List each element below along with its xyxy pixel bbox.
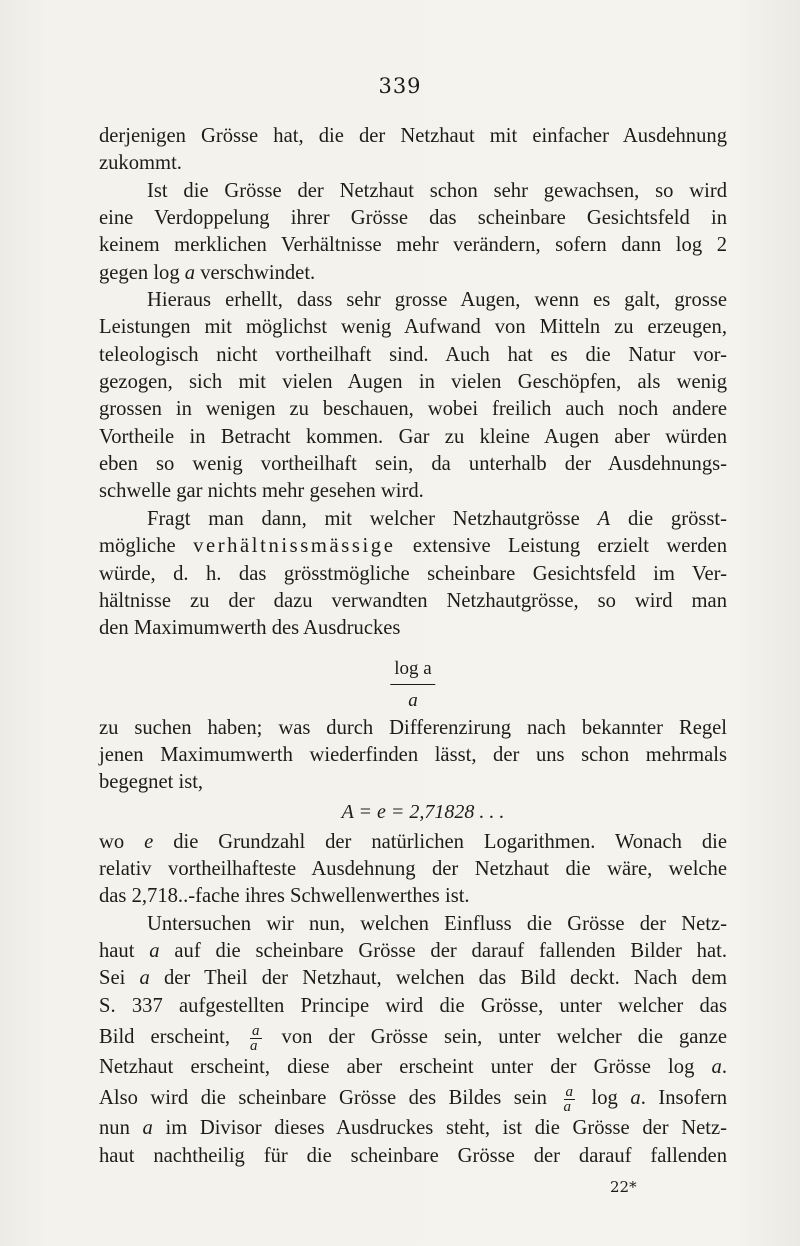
fraction — [390, 655, 435, 715]
text-line — [99, 1020, 727, 1054]
text-fragment: wo — [99, 830, 125, 853]
text-line: Untersuchen wir nun, welchen Einfluss die Grösse der Netz- — [147, 912, 727, 935]
fraction-formula — [99, 647, 727, 715]
math-var-a: a — [630, 1087, 641, 1110]
text-line: zukommt. — [99, 152, 182, 175]
math-var-a: a — [139, 967, 150, 990]
fraction-denominator: a — [408, 689, 418, 711]
text-line: jenen Maximumwerth wiederfinden lässt, der uns schon mehrmals — [99, 743, 727, 766]
body-text — [99, 123, 727, 1170]
text-fragment: von der Grösse sein, unter welcher die ganze — [281, 1025, 727, 1048]
text-fragment: extensive Leistung erzielt werden — [412, 535, 727, 558]
fraction-denominator: a — [250, 1037, 258, 1054]
math-var-A: A — [597, 507, 611, 530]
text-line: das 2,718..-fache ihres Schwellenwerthes ist. — [99, 885, 470, 908]
text-line: zu suchen haben; was durch Differenzirung nach bekannter Regel — [99, 716, 727, 739]
text-line: Vortheile in Betracht kommen. Gar zu kleine Augen aber würden — [99, 425, 727, 448]
text-line — [99, 829, 727, 856]
punctuation: . — [640, 1087, 646, 1110]
math-var-a: a — [711, 1055, 722, 1078]
equation: A = e = 2,71828 . . . — [341, 800, 505, 823]
text-fragment: nun — [99, 1117, 130, 1140]
text-fragment: mögliche — [99, 535, 176, 558]
text-line: den Maximumwerth des Ausdruckes — [99, 617, 401, 640]
text-fragment: die grösst- — [627, 507, 727, 530]
text-line: derjenigen Grösse hat, die der Netzhaut mit einfacher Ausdehnung — [99, 125, 727, 147]
text-line — [99, 506, 727, 533]
text-line: begegnet ist, — [99, 771, 204, 794]
fraction-numerator: log a — [390, 655, 435, 685]
punctuation: . — [721, 1055, 727, 1078]
text-line: eine Verdoppelung ihrer Grösse das scheinbare Gesichtsfeld in — [99, 207, 727, 230]
text-line: relativ vortheilhafteste Ausdehnung der Netzhaut die wäre, welche — [99, 857, 727, 880]
text-line: Hieraus erhellt, dass sehr grosse Augen, wenn es galt, grosse — [147, 289, 727, 312]
math-var-a: a — [149, 939, 160, 962]
text-line: eben so wenig vortheilhaft sein, da unterhalb der Ausdehnungs- — [99, 453, 727, 476]
text-fragment: Sei — [99, 967, 126, 990]
fraction-numerator: a — [565, 1084, 573, 1101]
text-fragment: gegen log — [99, 261, 180, 284]
fraction-denominator: a — [563, 1099, 571, 1116]
text-line — [99, 1054, 727, 1081]
text-line: teleologisch nicht vortheilhaft sind. Auch hat es die Natur vor- — [99, 343, 727, 366]
text-fragment: im Divisor dieses Ausdruckes steht, ist die Grösse der Netz- — [165, 1117, 727, 1140]
text-line — [99, 965, 727, 992]
text-fragment: die Grundzahl der natürlichen Logarithmen. Wonach die — [173, 830, 727, 853]
text-line: gezogen, sich mit vielen Augen in vielen Geschöpfen, als wenig — [99, 371, 727, 394]
text-line: hältnisse zu der dazu verwandten Netzhautgrösse, so wird man — [99, 589, 727, 612]
text-fragment: log — [591, 1087, 618, 1110]
page-number: 339 — [378, 74, 422, 98]
emphasis-text: verhältnissmässige — [193, 535, 396, 558]
text-line: haut nachtheilig für die scheinbare Grösse der darauf fallenden — [99, 1144, 727, 1167]
text-line — [99, 260, 727, 287]
text-line — [99, 1115, 727, 1142]
text-line: würde, d. h. das grösstmögliche scheinbare Gesichtsfeld im Ver- — [99, 562, 727, 585]
text-line: Leistungen mit möglichst wenig Aufwand von Mitteln zu erzeugen, — [99, 316, 727, 339]
text-fragment: verschwindet. — [200, 261, 316, 284]
text-line: S. 337 aufgestellten Principe wird die Grösse, unter welcher das — [99, 994, 727, 1017]
text-fragment: Bild erscheint, — [99, 1025, 230, 1048]
text-fragment: Netzhaut erscheint, diese aber erscheint unter der Grösse log — [99, 1055, 695, 1078]
fraction-numerator: a — [252, 1022, 260, 1039]
text-line — [99, 1081, 727, 1115]
text-fragment: Insofern — [658, 1087, 727, 1110]
text-line — [99, 533, 727, 560]
text-fragment: auf die scheinbare Grösse der darauf fallenden Bilder hat. — [174, 939, 727, 962]
text-fragment: der Theil der Netzhaut, welchen das Bild deckt. Nach dem — [164, 967, 727, 990]
text-line: schwelle gar nichts mehr gesehen wird. — [99, 480, 424, 503]
text-line: Ist die Grösse der Netzhaut schon sehr gewachsen, so wird — [147, 179, 727, 202]
text-fragment: Fragt man dann, mit welcher Netzhautgrösse — [147, 507, 580, 530]
math-var-e: e — [144, 830, 154, 853]
inline-fraction — [250, 1024, 262, 1053]
text-line — [99, 938, 727, 965]
text-line: grossen in wenigen zu beschauen, wobei freilich auch noch andere — [99, 398, 727, 421]
math-var-a: a — [142, 1117, 153, 1140]
inline-fraction — [564, 1085, 576, 1114]
text-fragment: haut — [99, 939, 135, 962]
signature-mark: 22* — [610, 1178, 637, 1196]
text-line: keinem merklichen Verhältnisse mehr verändern, sofern dann log 2 — [99, 234, 727, 257]
text-fragment: Also wird die scheinbare Grösse des Bildes sein — [99, 1087, 547, 1110]
math-var-a: a — [184, 261, 196, 284]
